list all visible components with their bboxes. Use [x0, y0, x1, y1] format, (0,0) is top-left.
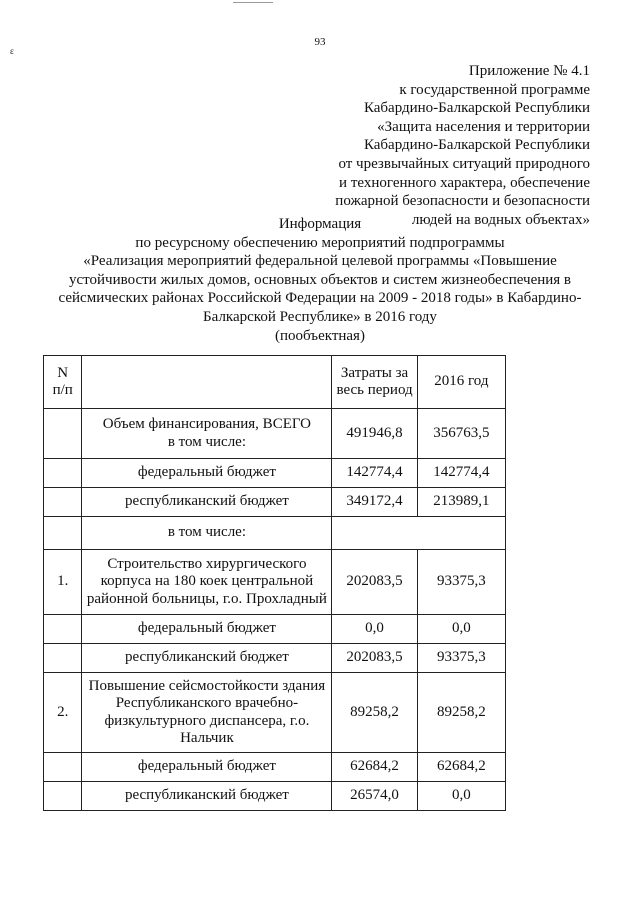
table-row-total [44, 409, 506, 459]
cell-year: 142774,4 [417, 459, 505, 488]
title-line: по ресурсному обеспечению мероприятий подпрограммы [135, 234, 505, 251]
cell-including-empty [332, 517, 506, 550]
cell-name: республиканский бюджет [82, 644, 332, 673]
title-line: (пообъектная) [275, 327, 365, 344]
cell-num [44, 615, 82, 644]
appendix-header [260, 62, 590, 229]
cell-name: Объем финансирования, ВСЕГО в том числе: [82, 409, 332, 459]
cell-year: 93375,3 [417, 550, 505, 615]
cell-cost: 202083,5 [332, 644, 417, 673]
cell-year: 93375,3 [417, 644, 505, 673]
cell-cost: 202083,5 [332, 550, 417, 615]
appendix-line: «Защита населения и территории [377, 118, 590, 135]
appendix-line: от чрезвычайных ситуаций природного [338, 155, 590, 172]
title-line: Информация [278, 216, 362, 232]
cell-cost: 26574,0 [332, 782, 417, 811]
cell-num [44, 782, 82, 811]
cell-cost: 0,0 [332, 615, 417, 644]
appendix-line: к государственной программе [399, 81, 590, 98]
appendix-line: людей на водных объектах» [411, 211, 590, 228]
cell-num [44, 459, 82, 488]
table-row-total-republic [44, 488, 506, 517]
table-row-including [44, 517, 506, 550]
cell-num [44, 644, 82, 673]
funding-table [43, 355, 506, 811]
cell-year: 0,0 [417, 615, 505, 644]
title-line: устойчивости жилых домов, основных объектов и систем жизнеобеспечения в [68, 271, 572, 288]
cell-num [44, 517, 82, 550]
appendix-line: Кабардино-Балкарской Республики [363, 137, 590, 154]
cell-year: 356763,5 [417, 409, 505, 459]
table-row-total-federal [44, 459, 506, 488]
cell-name: федеральный бюджет [82, 459, 332, 488]
table-row-project-2 [44, 673, 506, 753]
appendix-line: Приложение № 4.1 [468, 63, 590, 79]
cell-including-label: в том числе: [82, 517, 332, 550]
cell-name: федеральный бюджет [82, 753, 332, 782]
cell-name: республиканский бюджет [82, 488, 332, 517]
cell-name: республиканский бюджет [82, 782, 332, 811]
table-row-project-2-republic [44, 782, 506, 811]
cell-name: Повышение сейсмостойкости здания Республиканского врачебно- физкультурного диспансера, г.о. Нальчик [82, 673, 332, 753]
cell-cost: 62684,2 [332, 753, 417, 782]
table-row-project-2-federal [44, 753, 506, 782]
cell-cost: 491946,8 [332, 409, 417, 459]
top-edge-rule [233, 2, 273, 3]
header-num: N п/п [44, 356, 82, 409]
cell-num [44, 488, 82, 517]
title-line: Балкарской Республике» в 2016 году [203, 308, 437, 325]
cell-num [44, 409, 82, 459]
cell-cost: 89258,2 [332, 673, 417, 753]
cell-year: 213989,1 [417, 488, 505, 517]
title-line: «Реализация мероприятий федеральной целевой программы «Повышение [83, 253, 557, 270]
cell-num [44, 753, 82, 782]
cell-num: 1. [44, 550, 82, 615]
header-name [82, 356, 332, 409]
appendix-line: Кабардино-Балкарской Республики [363, 100, 590, 117]
table-header-row [44, 356, 506, 409]
header-cost: Затраты за весь период [332, 356, 417, 409]
appendix-line: пожарной безопасности и безопасности [335, 193, 590, 210]
cell-year: 62684,2 [417, 753, 505, 782]
page-number: 93 [314, 36, 326, 48]
cell-year: 0,0 [417, 782, 505, 811]
cell-name: Строительство хирургического корпуса на 180 коек центральной районной больницы, г.о. Прохладный [82, 550, 332, 615]
cell-cost: 142774,4 [332, 459, 417, 488]
cell-num: 2. [44, 673, 82, 753]
cell-cost: 349172,4 [332, 488, 417, 517]
title-line: сейсмических районах Российской Федерации на 2009 - 2018 годы» в Кабардино- [58, 290, 582, 307]
header-year: 2016 год [417, 356, 505, 409]
appendix-line: и техногенного характера, обеспечение [339, 174, 590, 191]
margin-mark: ε [10, 46, 14, 56]
table-row-project-1-republic [44, 644, 506, 673]
table-row-project-1 [44, 550, 506, 615]
cell-name: федеральный бюджет [82, 615, 332, 644]
cell-year: 89258,2 [417, 673, 505, 753]
document-title [30, 215, 610, 345]
table-row-project-1-federal [44, 615, 506, 644]
